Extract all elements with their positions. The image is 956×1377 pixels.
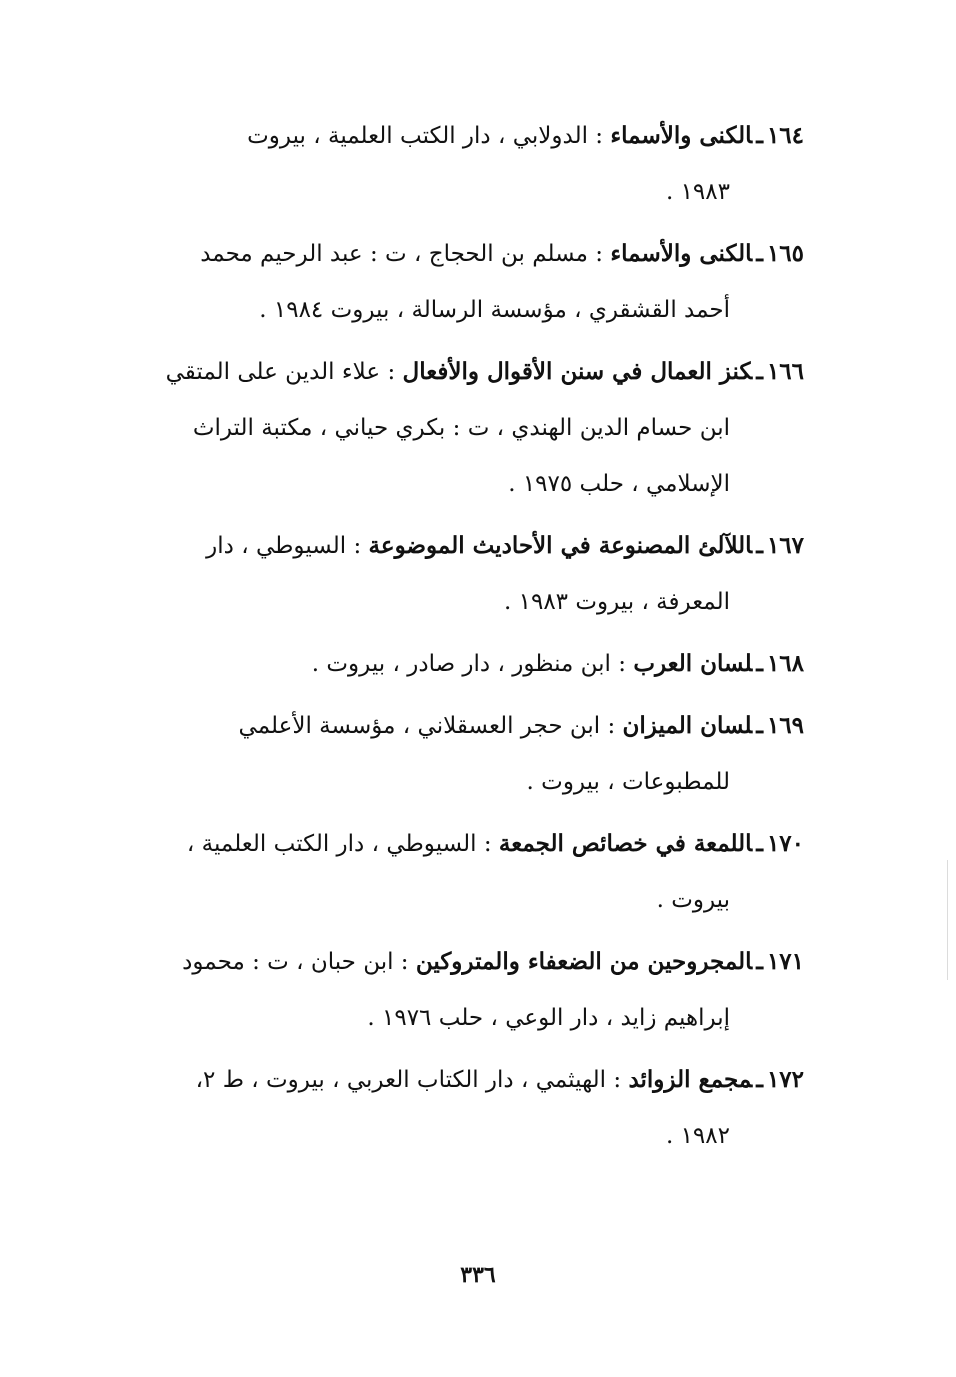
entry-first-line xyxy=(128,108,804,164)
entry-title: اللمعة في خصائص الجمعة xyxy=(498,830,753,857)
bibliography-entry xyxy=(128,1052,804,1164)
bibliography-entry xyxy=(128,816,804,928)
entry-number: ١٧٠ xyxy=(766,830,804,857)
entry-dash: ـ xyxy=(756,240,763,267)
entry-first-line xyxy=(128,934,804,990)
entry-details: : ابن حجر العسقلاني ، مؤسسة الأعلمي xyxy=(238,713,616,739)
entry-number: ١٦٤ xyxy=(766,122,804,149)
entry-dash: ـ xyxy=(756,948,763,975)
entry-continuation: ١٩٨٢ . xyxy=(665,1123,730,1149)
entry-details: : علاء الدين على المتقي xyxy=(165,359,396,385)
entry-details: : مسلم بن الحجاج ، ت : عبد الرحيم محمد xyxy=(200,241,604,267)
page-number: ٣٣٦ xyxy=(460,1262,496,1288)
entry-first-line xyxy=(128,636,804,692)
entry-first-line xyxy=(128,226,804,282)
entry-number: ١٦٧ xyxy=(766,532,804,559)
entry-title: لسان الميزان xyxy=(622,712,753,739)
bibliography-entry xyxy=(128,108,804,220)
entry-continuation: للمطبوعات ، بيروت . xyxy=(526,769,730,795)
entry-first-line xyxy=(128,1052,804,1108)
bibliography-entry xyxy=(128,636,804,692)
entry-number: ١٧١ xyxy=(766,948,804,975)
entry-details: : الهيثمي ، دار الكتاب العربي ، بيروت ، ط ٢، xyxy=(195,1067,622,1093)
entry-title: الكنى والأسماء xyxy=(610,240,753,267)
entry-dash: ـ xyxy=(756,358,763,385)
entry-continuation: أحمد القشقري ، مؤسسة الرسالة ، بيروت ١٩٨٤ . xyxy=(259,297,730,323)
entry-continuation: ابن حسام الدين الهندي ، ت : بكري حياني ، مكتبة التراث xyxy=(192,415,730,441)
entry-number: ١٦٨ xyxy=(766,650,804,677)
bibliography-entry xyxy=(128,698,804,810)
bibliography-list xyxy=(128,108,804,1170)
bibliography-entry xyxy=(128,518,804,630)
entry-number: ١٦٦ xyxy=(766,358,804,385)
entry-dash: ـ xyxy=(756,650,763,677)
entry-dash: ـ xyxy=(756,830,763,857)
entry-continuation: المعرفة ، بيروت ١٩٨٣ . xyxy=(503,589,730,615)
bibliography-entry xyxy=(128,934,804,1046)
entry-title: اللآلئ المصنوعة في الأحاديث الموضوعة xyxy=(368,532,753,559)
entry-continuation: بيروت . xyxy=(656,887,730,913)
page-edge-mark xyxy=(947,860,948,980)
entry-details: : السيوطي ، دار xyxy=(206,533,362,559)
entry-first-line xyxy=(128,518,804,574)
entry-dash: ـ xyxy=(756,712,763,739)
entry-title: مجمع الزوائد xyxy=(628,1066,753,1093)
entry-details: : ابن منظور ، دار صادر ، بيروت . xyxy=(311,651,626,677)
entry-title: الكنى والأسماء xyxy=(610,122,753,149)
entry-details: : ابن حبان ، ت : محمود xyxy=(182,949,409,975)
entry-details: : السيوطي ، دار الكتب العلمية ، xyxy=(186,831,492,857)
entry-first-line xyxy=(128,344,804,400)
bibliography-entry xyxy=(128,226,804,338)
entry-title: المجروحين من الضعفاء والمتروكين xyxy=(415,948,753,975)
entry-number: ١٧٢ xyxy=(766,1066,804,1093)
entry-continuation: إبراهيم زايد ، دار الوعي ، حلب ١٩٧٦ . xyxy=(367,1005,730,1031)
entry-first-line xyxy=(128,698,804,754)
bibliography-entry xyxy=(128,344,804,512)
entry-dash: ـ xyxy=(756,122,763,149)
entry-title: كنز العمال في سنن الأقوال والأفعال xyxy=(402,358,753,385)
entry-number: ١٦٥ xyxy=(766,240,804,267)
entry-details: : الدولابي ، دار الكتب العلمية ، بيروت xyxy=(247,123,604,149)
entry-dash: ـ xyxy=(756,532,763,559)
entry-continuation: الإسلامي ، حلب ١٩٧٥ . xyxy=(508,471,730,497)
entry-number: ١٦٩ xyxy=(766,712,804,739)
entry-first-line xyxy=(128,816,804,872)
entry-title: لسان العرب xyxy=(633,650,753,677)
entry-continuation: ١٩٨٣ . xyxy=(665,179,730,205)
entry-dash: ـ xyxy=(756,1066,763,1093)
